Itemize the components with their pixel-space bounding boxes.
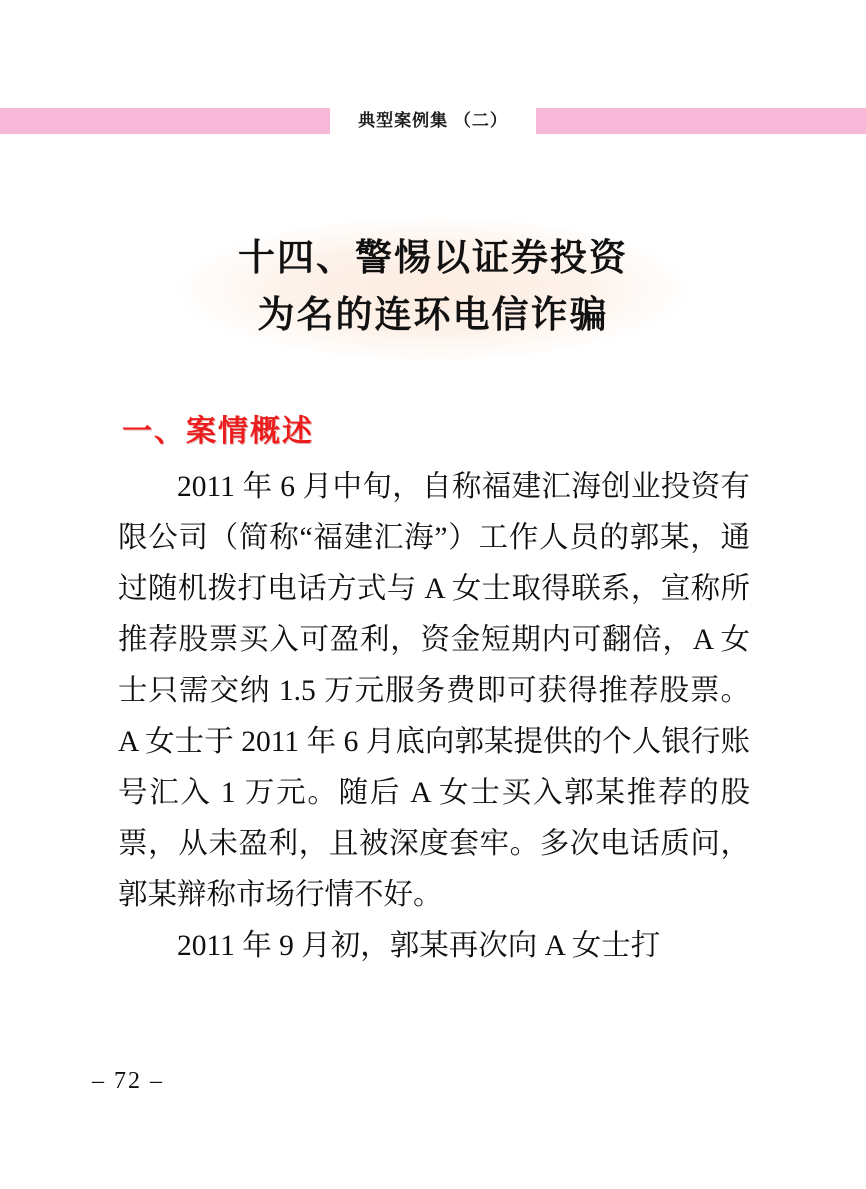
body-text	[118, 462, 750, 972]
body-paragraph-2: 2011 年 9 月初，郭某再次向 A 女士打	[177, 930, 661, 962]
chapter-title-line-2: 为名的连环电信诈骗	[257, 295, 609, 336]
page-number: – 72 –	[92, 1068, 164, 1094]
chapter-title	[120, 208, 746, 364]
section-heading-case-overview: 一、案情概述	[122, 415, 314, 448]
running-header-title: 典型案例集 （二）	[344, 108, 522, 134]
header-decoration-bar-left	[0, 108, 330, 134]
body-paragraph-1: 2011 年 6 月中旬，自称福建汇海创业投资有限公司（简称“福建汇海”）工作人员的郭某，通过随机拨打电话方式与 A 女士取得联系，宣称所推荐股票买入可盈利，资金短期内可翻倍，A 女士只需交纳 1.5 万元服务费即可获得推荐股票。A 女士于 2011 年 6 月底向郭某提供的个人银行账号汇入 1 万元。随后 A 女士买入郭某推荐的股票，从未盈利，且被深度套牢。多次电话质问，郭某辩称市场行情不好。	[118, 471, 750, 911]
header-decoration-bar-right	[536, 108, 866, 134]
chapter-title-line-1: 十四、警惕以证券投资	[238, 238, 628, 279]
page-running-header	[0, 108, 866, 134]
